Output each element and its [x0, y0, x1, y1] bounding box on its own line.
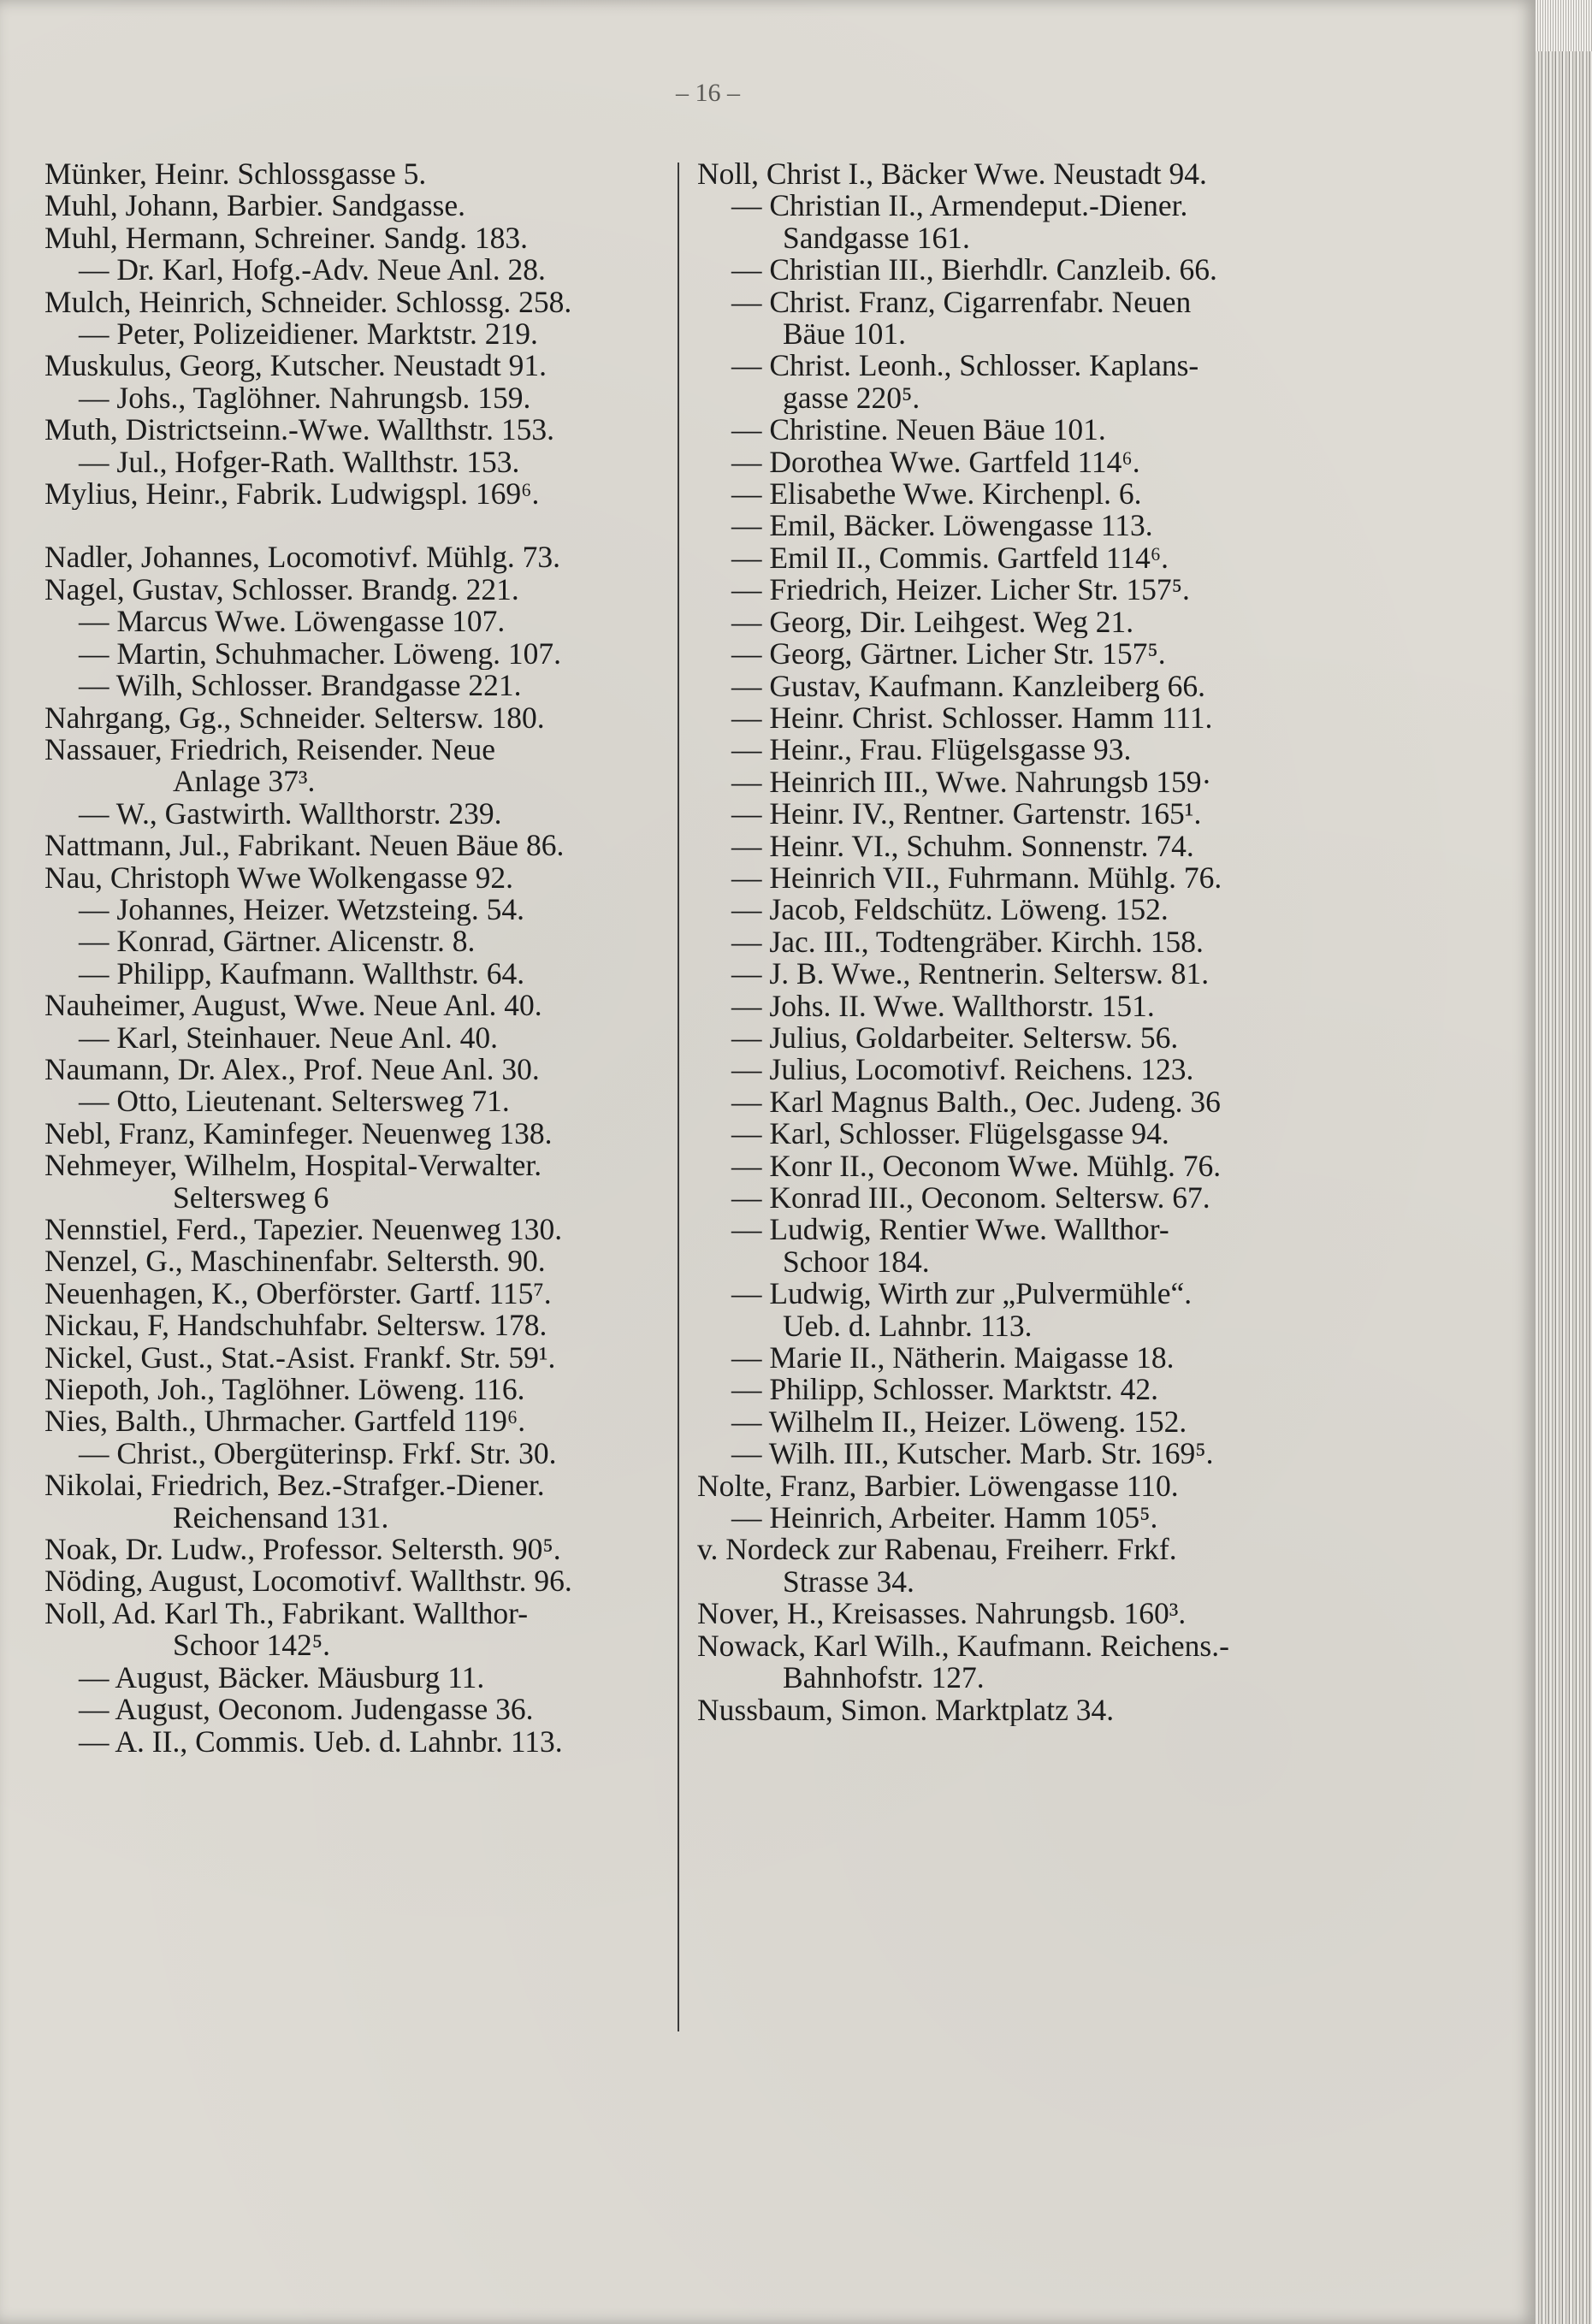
entry: — Heinr. Christ. Schlosser. Hamm 111.: [731, 701, 1213, 735]
entry: Naumann, Dr. Alex., Prof. Neue Anl. 30.: [44, 1053, 540, 1086]
entry: Nauheimer, August, Wwe. Neue Anl. 40.: [44, 990, 542, 1022]
entry: Nickel, Gust., Stat.-Asist. Frankf. Str. 59¹.: [44, 1341, 556, 1375]
entry: Nau, Christoph Wwe Wolkengasse 92.: [44, 861, 513, 894]
entry: — Konr II., Oeconom Wwe. Mühlg. 76.: [731, 1150, 1222, 1182]
entry: — Emil, Bäcker. Löwengasse 113.: [731, 510, 1153, 542]
entry: — Wilh, Schlosser. Brandgasse 221.: [79, 670, 522, 702]
entry: — Martin, Schuhmacher. Löweng. 107.: [79, 637, 561, 671]
entry: Nowack, Karl Wilh., Kaufmann. Reichens.-: [697, 1629, 1229, 1663]
entry: Niepoth, Joh., Taglöhner. Löweng. 116.: [44, 1374, 525, 1406]
entry: Nagel, Gustav, Schlosser. Brandg. 221.: [44, 573, 519, 606]
entry: — Heinrich, Arbeiter. Hamm 105⁵.: [731, 1502, 1158, 1535]
entry: Noll, Christ I., Bäcker Wwe. Neustadt 94.: [697, 158, 1207, 191]
entry: — Heinr. VI., Schuhm. Sonnenstr. 74.: [731, 830, 1194, 862]
entry: — Ludwig, Wirth zur „Pulvermühle“.: [731, 1278, 1193, 1310]
entry-continuation: Schoor 184.: [783, 1245, 930, 1279]
entry: — Johs., Taglöhner. Nahrungsb. 159.: [79, 381, 531, 415]
entry: Münker, Heinr. Schlossgasse 5.: [44, 158, 427, 191]
entry: Nehmeyer, Wilhelm, Hospital-Verwalter.: [44, 1150, 542, 1182]
entry: — Christian II., Armendeput.-Diener.: [731, 190, 1188, 222]
entry: — Christ., Obergüterinsp. Frkf. Str. 30.: [79, 1437, 557, 1470]
entry: — Christ. Leonh., Schlosser. Kaplans-: [731, 350, 1199, 382]
entry: Neuenhagen, K., Oberförster. Gartf. 115⁷.: [44, 1277, 552, 1310]
entry: — Friedrich, Heizer. Licher Str. 157⁵.: [731, 574, 1190, 606]
entry: — A. II., Commis. Ueb. d. Lahnbr. 113.: [79, 1725, 563, 1758]
entry: Nolte, Franz, Barbier. Löwengasse 110.: [697, 1470, 1179, 1503]
section-gap: [44, 510, 678, 541]
entry: — Gustav, Kaufmann. Kanzleiberg 66.: [731, 670, 1206, 702]
entry-continuation: Schoor 142⁵.: [173, 1629, 330, 1662]
entry: Muhl, Hermann, Schreiner. Sandg. 183.: [44, 222, 528, 255]
entry: — Konrad III., Oeconom. Seltersw. 67.: [731, 1182, 1210, 1215]
entry: — Otto, Lieutenant. Seltersweg 71.: [79, 1085, 510, 1118]
entry: — August, Bäcker. Mäusburg 11.: [79, 1661, 485, 1694]
entry: — Christian III., Bierhdlr. Canzleib. 66.: [731, 254, 1217, 287]
entry-continuation: Strasse 34.: [783, 1565, 914, 1599]
entry: — Konrad, Gärtner. Alicenstr. 8.: [79, 925, 476, 958]
entry-continuation: Bahnhofstr. 127.: [783, 1662, 985, 1694]
entry: — Heinrich VII., Fuhrmann. Mühlg. 76.: [731, 861, 1222, 895]
entry: — Jac. III., Todtengräber. Kirchh. 158.: [731, 925, 1204, 959]
entry: Nover, H., Kreisasses. Nahrungsb. 160³.: [697, 1598, 1187, 1630]
entry: — Marie II., Nätherin. Maigasse 18.: [731, 1342, 1175, 1375]
entry: — Dorothea Wwe. Gartfeld 114⁶.: [731, 446, 1140, 479]
entry: — August, Oeconom. Judengasse 36.: [79, 1694, 534, 1726]
entry: — Jacob, Feldschütz. Löweng. 152.: [731, 894, 1169, 926]
entry: Nahrgang, Gg., Schneider. Seltersw. 180.: [44, 701, 545, 734]
entry: — Johs. II. Wwe. Wallthorstr. 151.: [731, 990, 1155, 1022]
entry: Nebl, Franz, Kaminfeger. Neuenweg 138.: [44, 1117, 553, 1150]
entry: — Georg, Dir. Leihgest. Weg 21.: [731, 606, 1134, 639]
entry: — W., Gastwirth. Wallthorstr. 239.: [79, 797, 502, 831]
entry: — Julius, Goldarbeiter. Seltersw. 56.: [731, 1021, 1179, 1055]
entry: — Christ. Franz, Cigarrenfabr. Neuen: [731, 286, 1192, 319]
entry: — Johannes, Heizer. Wetzsteing. 54.: [79, 893, 524, 926]
page-number: – 16 –: [676, 79, 740, 107]
entry: Muskulus, Georg, Kutscher. Neustadt 91.: [44, 350, 547, 382]
entry-continuation: Anlage 37³.: [173, 766, 316, 798]
entry: — Julius, Locomotivf. Reichens. 123.: [731, 1054, 1194, 1086]
entry: — Heinrich III., Wwe. Nahrungsb 159·: [731, 766, 1212, 799]
entry-continuation: gasse 220⁵.: [783, 381, 920, 415]
entry: — Heinr. IV., Rentner. Gartenstr. 165¹.: [731, 798, 1202, 831]
entry-continuation: Reichensand 131.: [173, 1501, 389, 1535]
entry-continuation: Bäue 101.: [783, 318, 906, 351]
entry: Nikolai, Friedrich, Bez.-Strafger.-Diener.: [44, 1470, 545, 1502]
entry: Noak, Dr. Ludw., Professor. Seltersth. 90⁵.: [44, 1534, 561, 1566]
entry: — Philipp, Kaufmann. Wallthstr. 64.: [79, 957, 525, 991]
entry: — Philipp, Schlosser. Marktstr. 42.: [731, 1374, 1158, 1406]
entry: — Wilh. III., Kutscher. Marb. Str. 169⁵.: [731, 1438, 1214, 1470]
entry: v. Nordeck zur Rabenau, Freiherr. Frkf.: [697, 1534, 1177, 1566]
entry: — Marcus Wwe. Löwengasse 107.: [79, 606, 506, 638]
entry: — Karl, Schlosser. Flügelsgasse 94.: [731, 1118, 1169, 1150]
entry: Muhl, Johann, Barbier. Sandgasse.: [44, 190, 466, 222]
entry: — J. B. Wwe., Rentnerin. Seltersw. 81.: [731, 958, 1210, 991]
entry: — Christine. Neuen Bäue 101.: [731, 414, 1106, 446]
entry-continuation: Seltersweg 6: [173, 1181, 329, 1214]
entry: — Wilhelm II., Heizer. Löweng. 152.: [731, 1405, 1187, 1439]
entry: — Ludwig, Rentier Wwe. Wallthor-: [731, 1214, 1169, 1246]
page-edges: [1536, 0, 1592, 2324]
entry: Nattmann, Jul., Fabrikant. Neuen Bäue 86.: [44, 830, 565, 862]
entry: Nadler, Johannes, Locomotivf. Mühlg. 73.: [44, 541, 560, 574]
entry: — Karl, Steinhauer. Neue Anl. 40.: [79, 1021, 498, 1054]
entry: Nassauer, Friedrich, Reisender. Neue: [44, 733, 495, 766]
page-edges-top: [1536, 0, 1592, 51]
entry: — Emil II., Commis. Gartfeld 114⁶.: [731, 541, 1169, 575]
entry: — Heinr., Frau. Flügelsgasse 93.: [731, 734, 1132, 766]
entry: Noll, Ad. Karl Th., Fabrikant. Wallthor-: [44, 1597, 529, 1630]
entry: — Jul., Hofger-Rath. Wallthstr. 153.: [79, 446, 520, 479]
entry: Nöding, August, Locomotivf. Wallthstr. 96.: [44, 1565, 572, 1598]
entry: Nussbaum, Simon. Marktplatz 34.: [697, 1694, 1115, 1726]
entry: — Georg, Gärtner. Licher Str. 157⁵.: [731, 638, 1166, 671]
column-divider: [678, 163, 679, 2031]
entry: — Elisabethe Wwe. Kirchenpl. 6.: [731, 478, 1142, 511]
entry-continuation: Sandgasse 161.: [783, 222, 970, 255]
entry: Nies, Balth., Uhrmacher. Gartfeld 119⁶.: [44, 1405, 526, 1438]
left-column: [44, 158, 678, 1758]
entry: Nickau, F, Handschuhfabr. Seltersw. 178.: [44, 1310, 547, 1342]
entry: Mylius, Heinr., Fabrik. Ludwigspl. 169⁶.: [44, 478, 540, 511]
entry: Muth, Districtseinn.-Wwe. Wallthstr. 153.: [44, 414, 554, 446]
entry: — Dr. Karl, Hofg.-Adv. Neue Anl. 28.: [79, 254, 546, 287]
right-column: [697, 158, 1364, 1726]
entry: — Peter, Polizeidiener. Marktstr. 219.: [79, 318, 538, 351]
entry: Mulch, Heinrich, Schneider. Schlossg. 258.: [44, 286, 572, 319]
entry: Nennstiel, Ferd., Tapezier. Neuenweg 130.: [44, 1214, 563, 1246]
entry: — Karl Magnus Balth., Oec. Judeng. 36: [731, 1085, 1221, 1119]
entry: Nenzel, G., Maschinenfabr. Seltersth. 90.: [44, 1245, 546, 1278]
entry-continuation: Ueb. d. Lahnbr. 113.: [783, 1310, 1033, 1343]
